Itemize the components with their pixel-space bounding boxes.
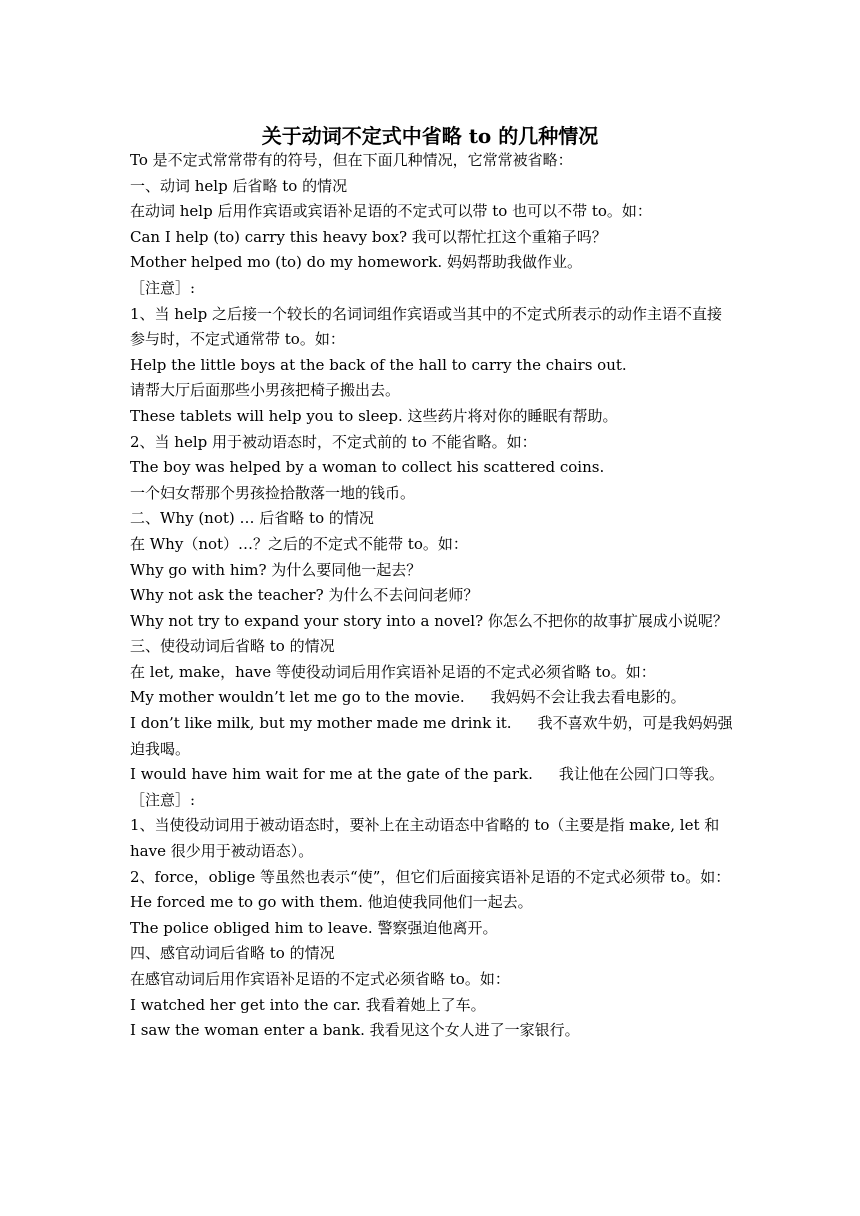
- note-item: 1、当 help 之后接一个较长的名词词组作宾语或当其中的不定式所表示的动作主语不直接参与时，不定式通常带 to。如：: [130, 304, 723, 349]
- translation-line: 请帮大厅后面那些小男孩把椅子搬出去。: [130, 381, 401, 400]
- example-line: Can I help (to) carry this heavy box? 我可以帮忙扛这个重箱子吗？: [130, 227, 607, 246]
- example-line: I saw the woman enter a bank. 我看见这个女人进了一家银行。: [130, 1021, 580, 1040]
- note-label: ［注意］:: [130, 278, 196, 297]
- section-heading-causative: 三、使役动词后省略 to 的情况: [130, 637, 335, 656]
- note-label: ［注意］:: [130, 790, 196, 809]
- example-line: The boy was helped by a woman to collect his scattered coins.: [130, 458, 605, 477]
- example-line: [130, 762, 735, 788]
- example-line: [130, 711, 735, 762]
- document-title: 关于动词不定式中省略 to 的几种情况: [261, 124, 599, 148]
- example-english: I would have him wait for me at the gate of the park.: [130, 765, 533, 784]
- section-heading-perception: 四、感官动词后省略 to 的情况: [130, 944, 335, 963]
- body-line: 在 let, make，have 等使役动词后用作宾语补足语的不定式必须省略 to。如：: [130, 662, 656, 681]
- document-body: [130, 148, 735, 1044]
- example-chinese: 我妈妈不会让我去看电影的。: [490, 688, 686, 707]
- example-chinese: 我不喜欢牛奶，可是我妈妈强迫我喝。: [130, 714, 733, 758]
- note-item: 2、force，oblige 等虽然也表示“使”，但它们后面接宾语补足语的不定式必须带 to。如：: [130, 867, 731, 886]
- example-line: These tablets will help you to sleep. 这些药片将对你的睡眠有帮助。: [130, 406, 618, 425]
- body-line: 在动词 help 后用作宾语或宾语补足语的不定式可以带 to 也可以不带 to。如：: [130, 202, 652, 221]
- note-item: 2、当 help 用于被动语态时，不定式前的 to 不能省略。如：: [130, 432, 537, 451]
- example-line: Mother helped mo (to) do my homework. 妈妈帮助我做作业。: [130, 253, 582, 272]
- translation-line: 一个妇女帮那个男孩捡拾散落一地的钱币。: [130, 483, 416, 502]
- example-line: Why not ask the teacher? 为什么不去问问老师？: [130, 586, 479, 605]
- example-english: I don’t like milk, but my mother made me drink it.: [130, 714, 512, 733]
- section-heading-help: 一、动词 help 后省略 to 的情况: [130, 176, 348, 195]
- example-chinese: 我让他在公园门口等我。: [558, 765, 724, 784]
- section-heading-why: 二、Why (not) … 后省略 to 的情况: [130, 509, 374, 528]
- example-line: I watched her get into the car. 我看着她上了车。: [130, 995, 486, 1014]
- body-line: 在 Why（not）…？之后的不定式不能带 to。如：: [130, 534, 468, 553]
- example-line: The police obliged him to leave. 警察强迫他离开。: [130, 918, 498, 937]
- intro-line: To 是不定式常常带有的符号，但在下面几种情况，它常常被省略：: [130, 151, 573, 169]
- example-line: Help the little boys at the back of the hall to carry the chairs out.: [130, 355, 627, 374]
- example-line: Why not try to expand your story into a novel? 你怎么不把你的故事扩展成小说呢？: [130, 611, 728, 630]
- note-item: 1、当使役动词用于被动语态时，要补上在主动语态中省略的 to（主要是指 make, let 和 have 很少用于被动语态）。: [130, 816, 720, 861]
- example-line: [130, 685, 735, 711]
- example-line: Why go with him? 为什么要同他一起去？: [130, 560, 422, 579]
- example-english: My mother wouldn’t let me go to the movie.: [130, 688, 465, 707]
- example-line: He forced me to go with them. 他迫使我同他们一起去。: [130, 893, 533, 912]
- body-line: 在感官动词后用作宾语补足语的不定式必须省略 to。如：: [130, 970, 510, 988]
